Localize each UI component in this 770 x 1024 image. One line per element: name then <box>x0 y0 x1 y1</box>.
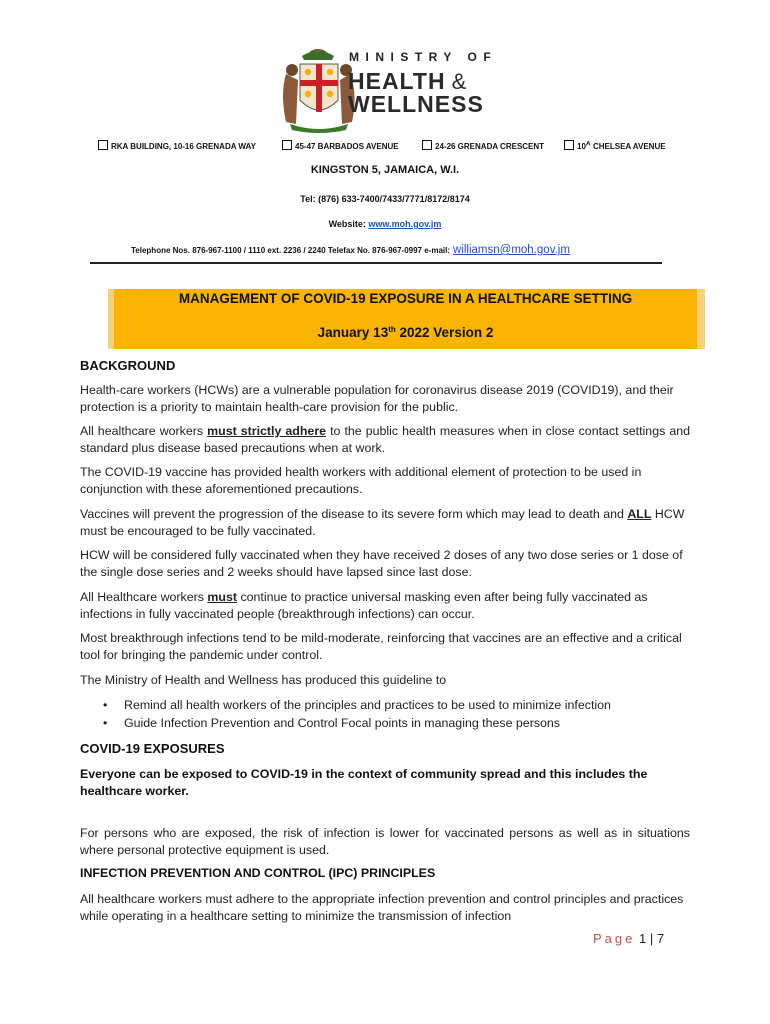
background-paragraph: The COVID-19 vaccine has provided health workers with additional element of protection to be used in conjunction with these aforementioned precautions. <box>80 465 642 496</box>
logo-wellness-text: WELLNESS <box>348 91 484 117</box>
email-link[interactable]: williamsn@moh.gov.jm <box>453 244 570 256</box>
background-paragraph: The Ministry of Health and Wellness has produced this guideline to <box>80 673 447 687</box>
background-heading: BACKGROUND <box>80 358 176 373</box>
checkbox-icon <box>98 140 108 150</box>
background-paragraph: Health-care workers (HCWs) are a vulnerable population for coronavirus disease 2019 (COVID19), and their protection is a priority to maintain health-care provision for the public. <box>80 383 674 414</box>
list-item: Guide Infection Prevention and Control Focal points in managing these persons <box>124 716 561 730</box>
exposures-paragraph: For persons who are exposed, the risk of infection is lower for vaccinated persons as well as in situations where personal protective equipment is used. <box>80 826 690 857</box>
background-paragraph: All Healthcare workers must continue to practice universal masking even after being fully vaccinated as infections in fully vaccinated people (breakthrough infections) can occur. <box>80 590 648 621</box>
background-paragraph: Vaccines will prevent the progression of the disease to its severe form which may lead to death and ALL HCW must be encouraged to be fully vaccinated. <box>80 507 685 538</box>
page-number: Page 1 | 7 <box>593 931 665 946</box>
website-line: Website: www.moh.gov.jm <box>328 219 442 229</box>
banner-edge <box>697 289 705 349</box>
document-title: MANAGEMENT OF COVID-19 EXPOSURE IN A HEALTHCARE SETTING <box>178 291 633 306</box>
address-2: 45-47 BARBADOS AVENUE <box>282 140 399 151</box>
background-paragraph: Most breakthrough infections tend to be mild-moderate, reinforcing that vaccines are an effective and a critical tool for bringing the pandemic under control. <box>80 631 682 662</box>
list-item: Remind all health workers of the principles and practices to be used to minimize infection <box>124 698 611 712</box>
checkbox-icon <box>564 140 574 150</box>
address-3: 24-26 GRENADA CRESCENT <box>422 140 544 151</box>
exposures-heading: COVID-19 EXPOSURES <box>80 741 225 756</box>
bullet-icon: • <box>103 716 108 730</box>
ipc-paragraph: All healthcare workers must adhere to the appropriate infection prevention and control principles and practices while operating in a healthcare setting to minimize the transmission of infection <box>80 892 684 923</box>
checkbox-icon <box>422 140 432 150</box>
exposures-bold-paragraph: Everyone can be exposed to COVID-19 in the context of community spread and this includes the healthcare worker. <box>80 767 648 798</box>
logo-health-text: HEALTH & <box>348 68 468 94</box>
tel-line: Tel: (876) 633-7400/7433/7771/8172/8174 <box>300 194 470 204</box>
logo-ministry-text: MINISTRY OF <box>349 50 498 64</box>
bullet-icon: • <box>103 698 108 712</box>
city-line: KINGSTON 5, JAMAICA, W.I. <box>310 164 460 176</box>
address-4: $10^A$ CHELSEA AVENUE <box>564 140 666 151</box>
ipc-heading: INFECTION PREVENTION AND CONTROL (IPC) PRINCIPLES <box>80 866 436 880</box>
document-date: January 13th 2022 Version 2 <box>317 325 494 340</box>
background-paragraph: HCW will be considered fully vaccinated when they have received 2 doses of any two dose series or 1 dose of the single dose series and 2 weeks should have lapsed since last dose. <box>80 548 683 579</box>
checkbox-icon <box>282 140 292 150</box>
address-1: RKA BUILDING, 10-16 GRENADA WAY <box>98 140 256 151</box>
background-paragraph: All healthcare workers must strictly adhere to the public health measures when in close contact settings and standard plus disease based precautions when at work. <box>80 424 690 455</box>
header-divider <box>90 262 662 264</box>
website-link[interactable]: www.moh.gov.jm <box>368 219 442 229</box>
telephone-line: Telephone Nos. 876-967-1100 / 1110 ext. 2236 / 2240 Telefax No. 876-967-0997 e-mail: williamsn@moh.gov.jm <box>131 244 570 256</box>
